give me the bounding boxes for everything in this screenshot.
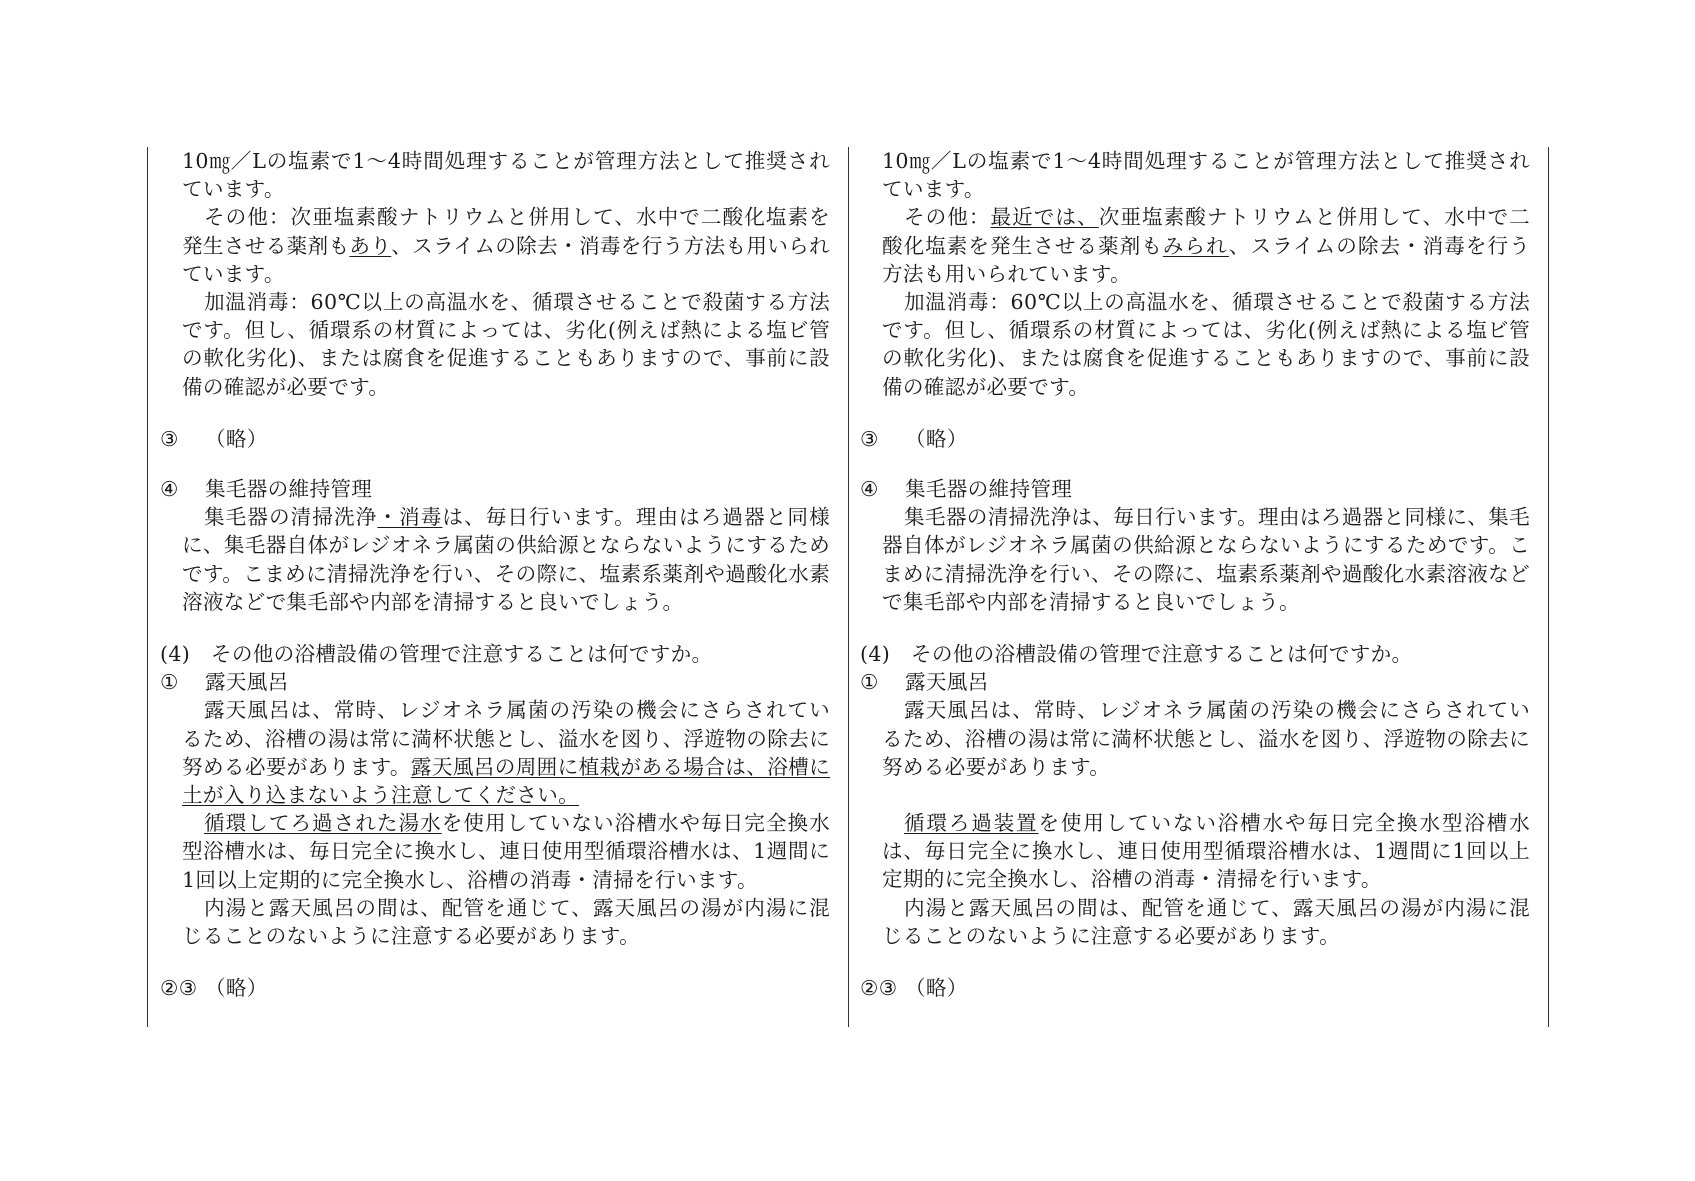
other-method-paragraph [160, 203, 830, 288]
water-exchange-underlined: 循環してろ過された湯水 [204, 811, 442, 836]
hair-catcher-text-b: は、毎日行います。理由はろ過器と同様に、集毛器自体がレジオネラ属菌の供給源とならないようにするためです。こまめに清掃洗浄を行い、その際に、塩素系薬剤や過酸化水素溶液などで集毛部や内部を清掃すると良いでしょう。 [182, 505, 830, 614]
outdoor-bath-title: 露天風呂 [905, 670, 989, 695]
section-4-heading [160, 475, 830, 503]
chlorine-treatment-text: 10㎎／Lの塩素で1～4時間処理することが管理方法として推奨されています。 [882, 149, 1530, 202]
hair-catcher-text-a: 集毛器の清掃洗浄 [204, 505, 378, 530]
heat-disinfection-paragraph: 加温消毒：60℃以上の高温水を、循環させることで殺菌する方法です。但し、循環系の材質によっては、劣化(例えば熱による塩ビ管の軟化劣化)、または腐食を促進することもありますので、事前に設備の確認が必要です。 [182, 290, 830, 399]
other-method-underlined-2: みられ [1162, 233, 1229, 258]
outdoor-bath-paragraph [160, 696, 830, 809]
right-column [860, 147, 1530, 1002]
outdoor-bath-number: ① [860, 670, 879, 695]
section-2-3-text: （略） [205, 976, 268, 1001]
left-column [160, 147, 830, 1002]
indoor-outdoor-paragraph: 内湯と露天風呂の間は、配管を通じて、露天風呂の湯が内湯に混じることのないように注意する必要があります。 [182, 895, 830, 949]
outdoor-bath-paragraph: 露天風呂は、常時、レジオネラ属菌の汚染の機会にさらされているため、浴槽の湯は常に満杯状態とし、溢水を図り、浮遊物の除去に努める必要があります。 [882, 698, 1530, 779]
heat-disinfection-paragraph: 加温消毒：60℃以上の高温水を、循環させることで殺菌する方法です。但し、循環系の材質によっては、劣化(例えば熱による塩ビ管の軟化劣化)、または腐食を促進することもありますので、事前に設備の確認が必要です。 [882, 290, 1530, 399]
section-3-text: （略） [205, 426, 268, 451]
section-4-heading [860, 475, 1530, 503]
other-method-text-b: 、スライムの除去・消毒を行う方法も用いられています。 [182, 233, 830, 286]
section-4-text: 集毛器の維持管理 [205, 477, 373, 502]
section-3-text: （略） [905, 426, 968, 451]
indoor-outdoor-paragraph: 内湯と露天風呂の間は、配管を通じて、露天風呂の湯が内湯に混じることのないように注意する必要があります。 [882, 895, 1530, 948]
section-4-number: ④ [160, 477, 179, 502]
question-4-heading: (4) その他の浴槽設備の管理で注意することは何ですか。 [860, 642, 1413, 667]
water-exchange-underlined: 循環ろ過装置 [904, 811, 1039, 836]
outdoor-bath-number: ① [160, 670, 179, 695]
hair-catcher-paragraph: 集毛器の清掃洗浄は、毎日行います。理由はろ過器と同様に、集毛器自体がレジオネラ属菌の供給源とならないようにするためです。こまめに清掃洗浄を行い、その際に、塩素系薬剤や過酸化水素溶液などで集毛部や内部を清掃すると良いでしょう。 [882, 505, 1530, 614]
other-method-text-b: 次亜塩素酸ナトリウムと併用して、水中で二酸化塩素を発生させる薬剤も [882, 205, 1530, 258]
water-exchange-text: を使用していない浴槽水や毎日完全換水型浴槽水は、毎日完全に換水し、連日使用型循環浴槽水は、1週間に1回以上定期的に完全換水し、浴槽の消毒・清掃を行います。 [182, 811, 830, 892]
section-4-text: 集毛器の維持管理 [905, 477, 1073, 502]
section-4-number: ④ [860, 477, 879, 502]
outdoor-bath-heading [160, 668, 830, 696]
outdoor-bath-title: 露天風呂 [205, 670, 289, 695]
other-method-paragraph [860, 203, 1530, 288]
other-method-text-a: その他： [904, 205, 991, 230]
other-method-text-c: 、スライムの除去・消毒を行う方法も用いられています。 [882, 233, 1530, 286]
section-3-heading [860, 425, 1530, 453]
section-2-3-number: ②③ [160, 976, 198, 1001]
section-3-number: ③ [160, 426, 179, 451]
water-exchange-text: を使用していない浴槽水や毎日完全換水型浴槽水は、毎日完全に換水し、連日使用型循環浴槽水は、1週間に1回以上定期的に完全換水し、浴槽の消毒・清掃を行います。 [882, 811, 1530, 892]
section-3-heading [160, 425, 830, 453]
right-border-line [1548, 147, 1549, 1027]
section-2-3-heading [160, 974, 830, 1002]
section-2-3-heading [860, 974, 1530, 1002]
water-exchange-paragraph [160, 809, 830, 894]
question-4-heading: (4) その他の浴槽設備の管理で注意することは何ですか。 [160, 642, 713, 667]
other-method-underlined: あり [349, 233, 392, 258]
other-method-underlined-1: 最近では、 [990, 205, 1099, 230]
section-2-3-text: （略） [905, 976, 968, 1001]
center-divider-line [848, 147, 849, 1027]
outdoor-bath-underlined: 露天風呂の周囲に植栽がある場合は、浴槽に土が入り込まないよう注意してください。 [182, 754, 831, 808]
other-method-text-a: その他：次亜塩素酸ナトリウムと併用して、水中で二酸化塩素を発生させる薬剤も [182, 205, 830, 258]
hair-catcher-underlined: ・消毒 [377, 505, 443, 530]
chlorine-treatment-text: 10㎎／Lの塩素で1～4時間処理することが管理方法として推奨されています。 [182, 149, 830, 202]
left-border-line [147, 147, 148, 1027]
section-2-3-number: ②③ [860, 976, 898, 1001]
water-exchange-paragraph [860, 809, 1530, 894]
outdoor-bath-heading [860, 668, 1530, 696]
hair-catcher-paragraph [160, 503, 830, 616]
section-3-number: ③ [860, 426, 879, 451]
outdoor-bath-text-a: 露天風呂は、常時、レジオネラ属菌の汚染の機会にさらされているため、浴槽の湯は常に満杯状態とし、溢水を図り、浮遊物の除去に努める必要があります。 [182, 698, 830, 779]
